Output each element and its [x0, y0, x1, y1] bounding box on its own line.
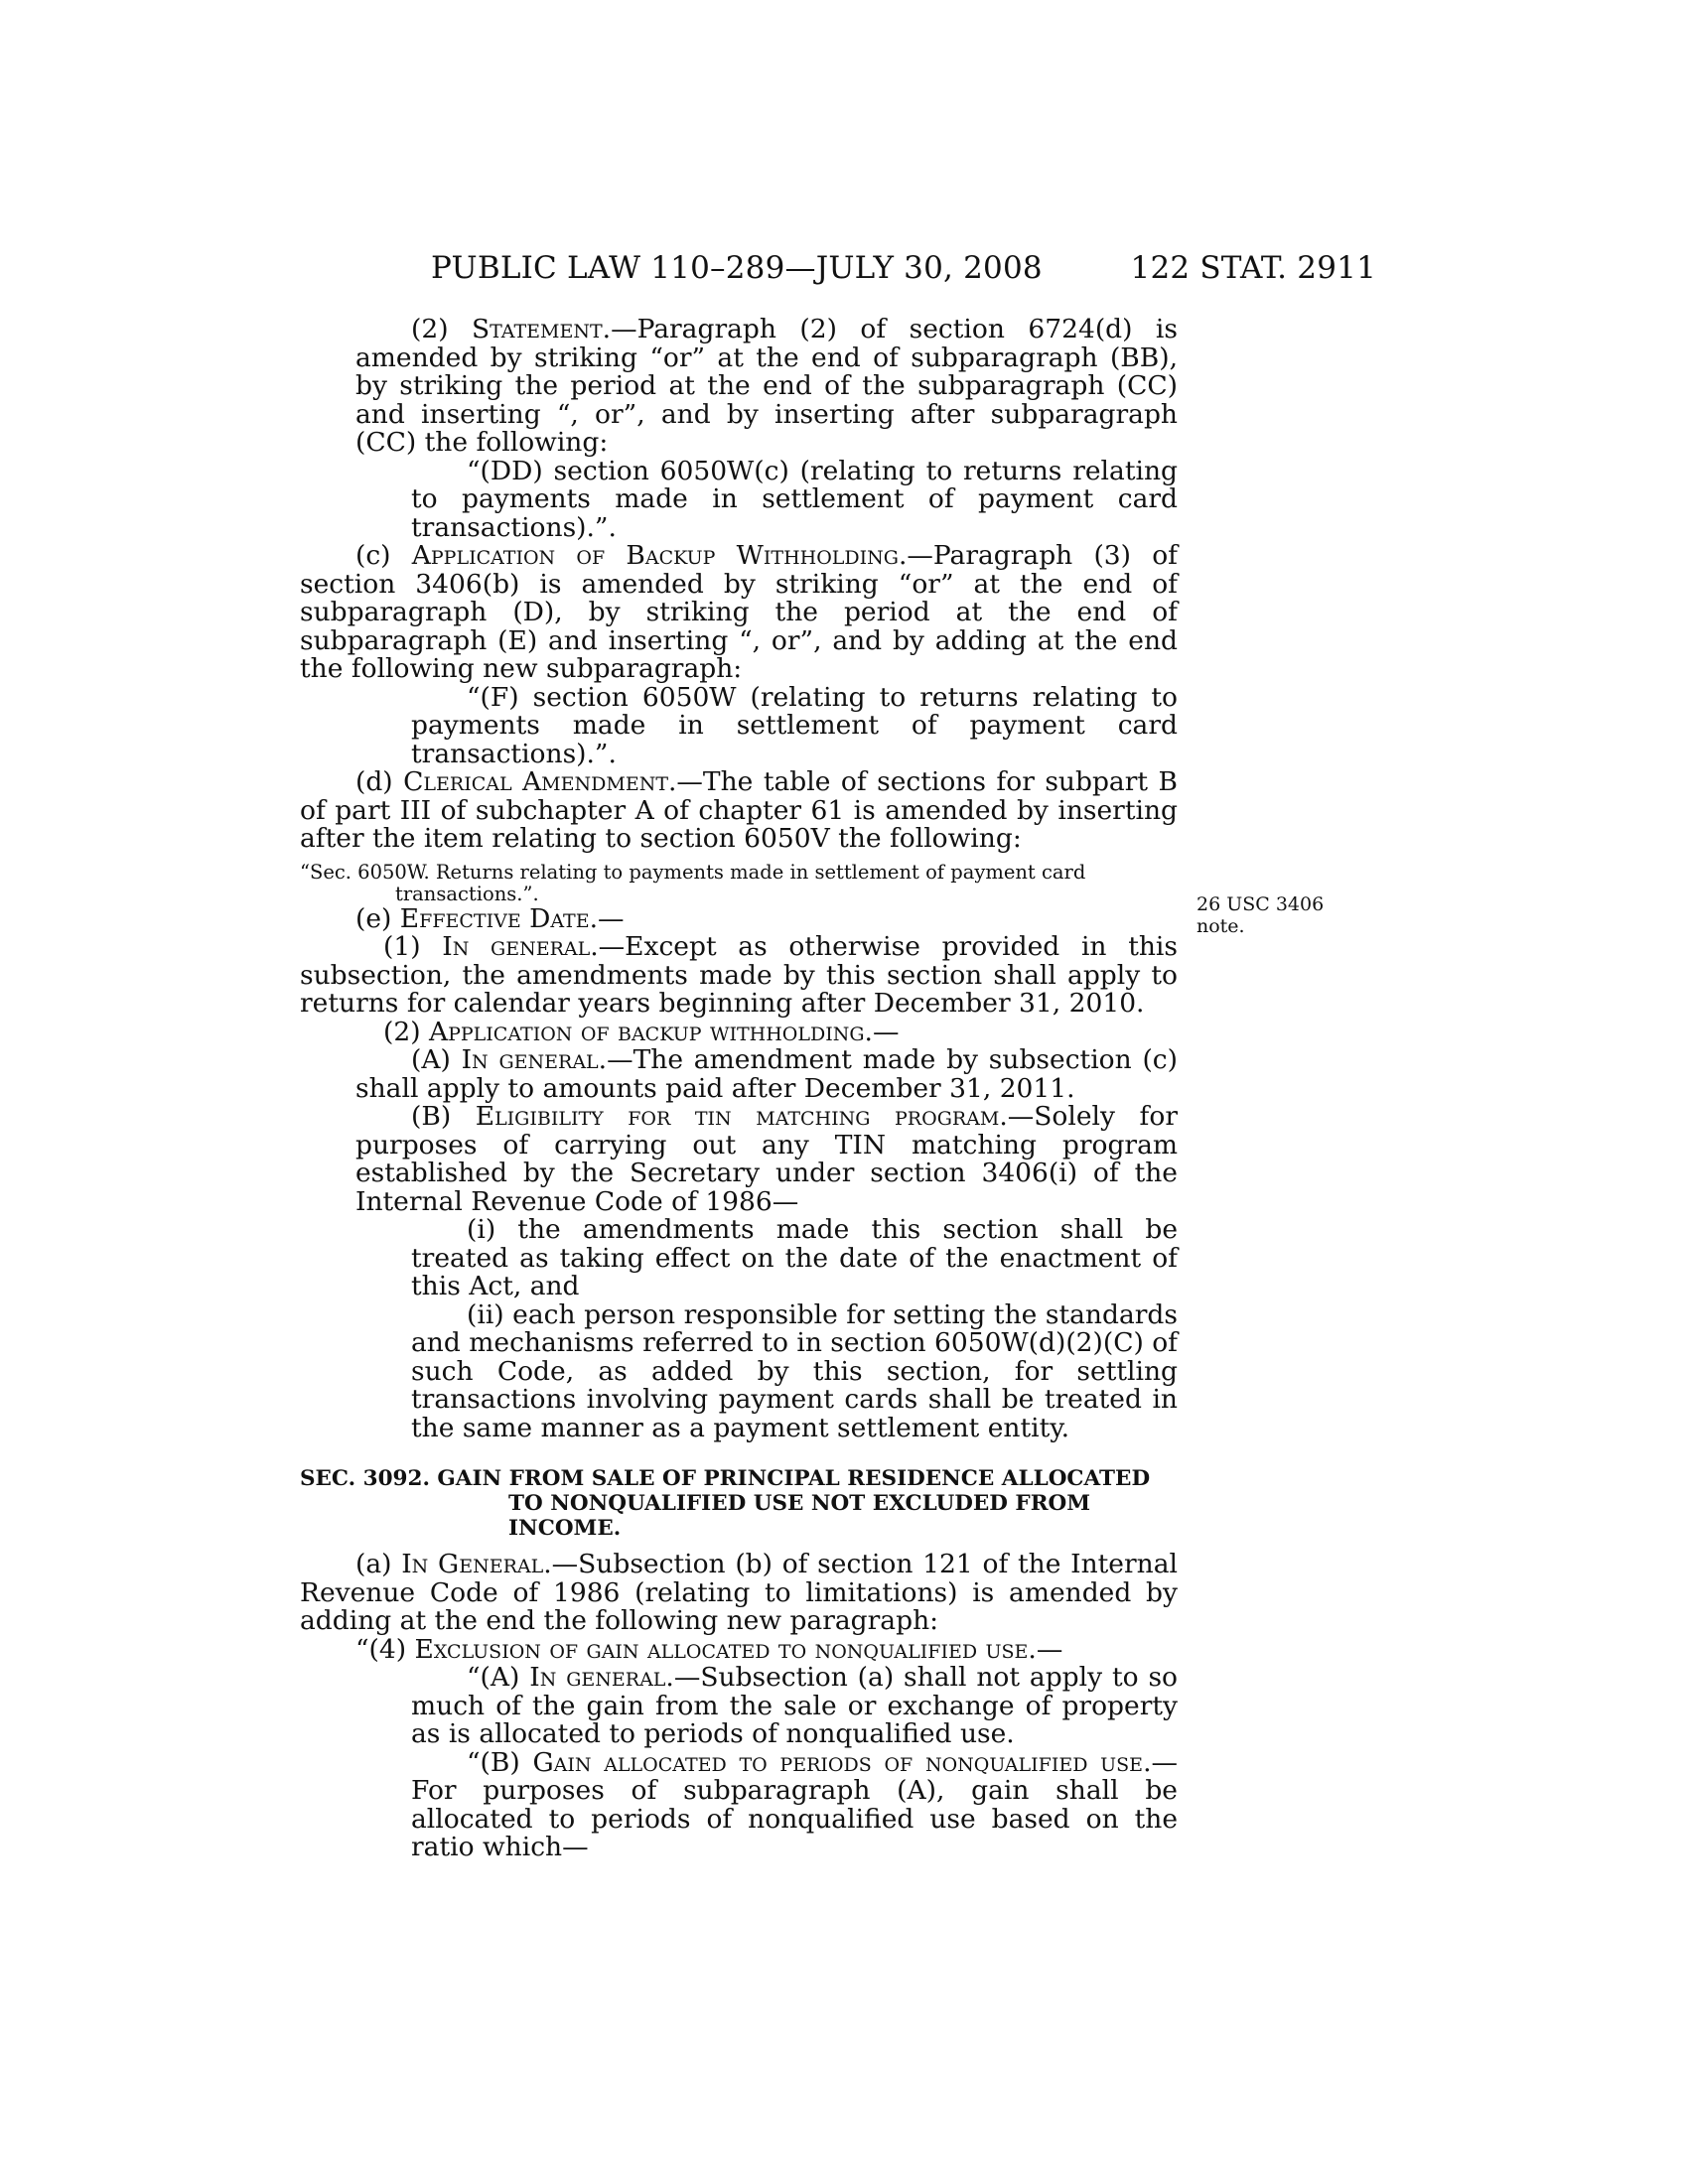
para-number: (c) [355, 540, 412, 571]
paragraph-quoted-a [300, 1664, 1178, 1749]
paragraph-quoted-dd: “(DD) section 6050W(c) (relating to returns relating to payments made in settlement of payment card transactions).”. [411, 455, 1178, 543]
paragraph-in-general-a [300, 1046, 1178, 1103]
para-number: (d) [355, 766, 404, 797]
para-heading: Statement [472, 314, 603, 344]
para-text: .—Subsection (a) shall not apply to so much of the gain from the sale or exchange of property as is allocated to periods of nonqualified use. [411, 1662, 1178, 1749]
paragraph-clause-i: (i) the amendments made this section shall be treated as taking effect on the date of the enactment of this Act, and [411, 1214, 1178, 1301]
para-number: (2) [411, 314, 473, 344]
table-of-sections-item [300, 862, 1178, 905]
margin-citation-note [1196, 893, 1326, 937]
paragraph-clerical-amendment [300, 768, 1178, 854]
section-heading [300, 1466, 1178, 1541]
para-text: .—The amendment made by subsection (c) shall apply to amounts paid after December 31, 2011. [355, 1044, 1178, 1104]
para-heading: Application of backup withholding [428, 1016, 865, 1047]
para-text: .—Paragraph (3) of section 3406(b) is amended by striking “or” at the end of subparagraph (D), by striking the period at the end of subparagraph (E) and inserting “, or”, and by adding at the end the following new subparagraph: [300, 540, 1178, 684]
para-number: (e) [355, 902, 400, 934]
para-text: .—Subsection (b) of section 121 of the Internal Revenue Code of 1986 (relating to limitations) is amended by adding at the end the following new paragraph: [300, 1549, 1178, 1636]
para-text: .— [864, 1016, 900, 1047]
para-text: .— [1028, 1633, 1063, 1665]
toc-line: “Sec. 6050W. Returns relating to payments made in settlement of payment card [300, 860, 1086, 884]
para-number: (1) [383, 931, 443, 962]
para-heading: Eligibility for tin matching program [475, 1101, 1000, 1132]
paragraph-clause-ii: (ii) each person responsible for setting the standards and mechanisms referred to in section 6050W(d)(2)(C) of such Code, as added by this section, for settling transactions involving payment cards shall be treated in the same manner as a payment settlement entity. [411, 1298, 1178, 1443]
paragraph-app-backup-withholding [300, 1016, 1178, 1047]
toc-line-continued: transactions.”. [395, 882, 539, 905]
para-number: “(B) [467, 1746, 533, 1778]
header-title: PUBLIC LAW 110–289—JULY 30, 2008 [431, 250, 1043, 286]
paragraph-tin-matching [300, 1103, 1178, 1216]
para-heading: Effective Date [399, 902, 590, 934]
paragraph-quoted-f: “(F) section 6050W (relating to returns relating to payments made in settlement of payment card transactions).”. [411, 681, 1178, 769]
margin-note-line-2: note. [1196, 915, 1245, 937]
para-text: .—Solely for purposes of carrying out any TIN matching program established by the Secretary under section 3406(i) of the Internal Revenue Code of 1986— [355, 1101, 1178, 1217]
paragraph-quoted-b [300, 1746, 1178, 1862]
para-text: .—For purposes of subparagraph (A), gain shall be allocated to periods of nonqualified use based on the ratio which— [411, 1746, 1178, 1862]
paragraph-quoted-4 [300, 1633, 1178, 1665]
para-heading: Clerical Amendment [403, 766, 668, 797]
paragraph-in-general-1 [300, 933, 1178, 1019]
running-header [431, 250, 1376, 290]
para-text: .—Except as otherwise provided in this subsection, the amendments made by this section shall apply to returns for calendar years beginning after December 31, 2010. [300, 931, 1178, 1019]
para-heading: In General [401, 1549, 544, 1579]
para-number: “(A) [467, 1662, 530, 1693]
paragraph-effective-date [300, 902, 1178, 934]
section-heading-line: SEC. 3092. GAIN FROM SALE OF PRINCIPAL RESIDENCE ALLOCATED [300, 1466, 1151, 1491]
para-text: .—The table of sections for subpart B of part III of subchapter A of chapter 61 is amended by inserting after the item relating to section 6050V the following: [300, 766, 1178, 854]
para-number: (A) [411, 1044, 462, 1075]
paragraph-in-general-sec3092 [300, 1551, 1178, 1636]
paragraph-backup-withholding [300, 542, 1178, 684]
paragraph-statement [300, 316, 1178, 458]
margin-note-line: 26 USC 3406 [1196, 893, 1325, 915]
para-number: (B) [411, 1101, 476, 1132]
para-number: (a) [355, 1549, 402, 1579]
section-heading-line-2: TO NONQUALIFIED USE NOT EXCLUDED FROM INCOME. [508, 1491, 1091, 1541]
para-number: (2) [383, 1016, 429, 1047]
para-heading: In general [529, 1662, 666, 1693]
header-stat-page: 122 STAT. 2911 [1130, 250, 1376, 286]
para-text: .— [589, 902, 625, 934]
para-text: .—Paragraph (2) of section 6724(d) is amended by striking “or” at the end of subparagraph (BB), by striking the period at the end of the subparagraph (CC) and inserting “, or”, and by inserting after subparagraph (CC) the following: [355, 314, 1178, 458]
para-heading: Gain allocated to periods of nonqualified use [532, 1746, 1144, 1778]
para-heading: Application of Backup Withholding [411, 540, 899, 571]
para-heading: In general [442, 931, 591, 962]
para-number: “(4) [355, 1633, 415, 1665]
para-heading: In general [461, 1044, 599, 1075]
document-body [300, 316, 1178, 1862]
para-heading: Exclusion of gain allocated to nonqualified use [414, 1633, 1029, 1665]
